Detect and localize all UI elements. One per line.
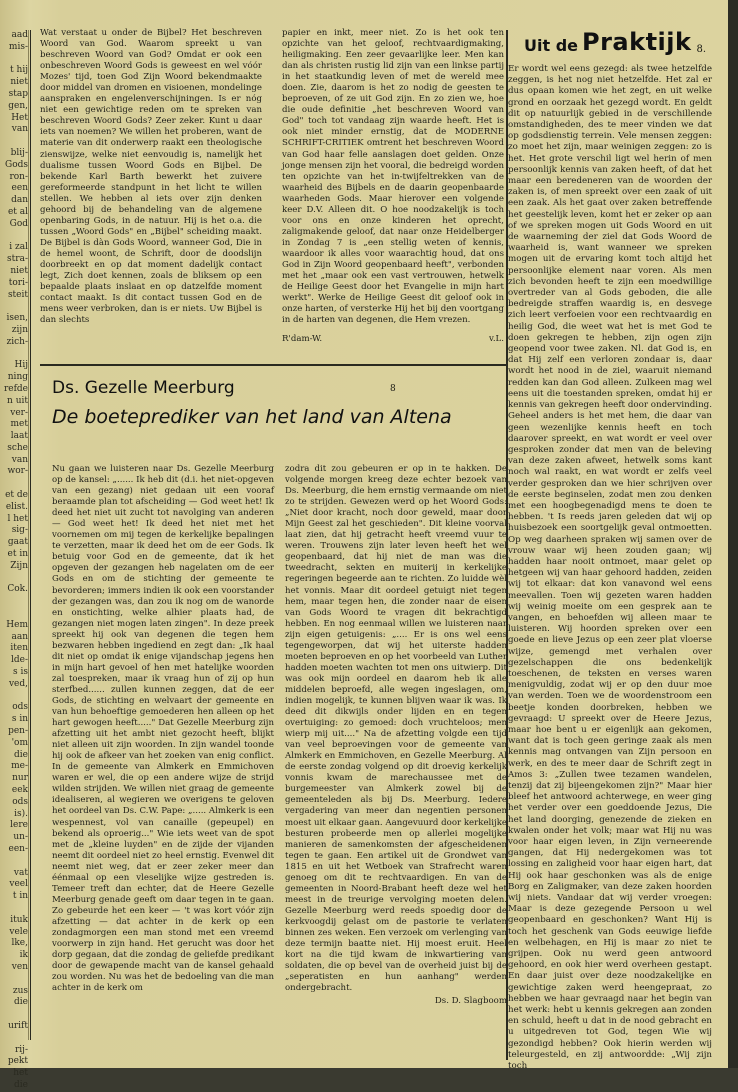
margin-fragment: steit — [7, 289, 28, 300]
article-continued-column-2 — [282, 28, 504, 348]
neighbor-page-margin — [0, 30, 29, 1090]
margin-fragment: gaat — [7, 537, 28, 548]
margin-fragment: ven — [11, 961, 28, 972]
article-body-column-1 — [52, 464, 274, 1034]
section-title: Praktijk — [582, 28, 692, 56]
margin-fragment: rij- — [14, 1044, 28, 1055]
margin-fragment: zijn — [11, 324, 28, 335]
article-text: papier en inkt, meer niet. Zo is het ook ten opzichte van het geloof, rechtvaardigmaking, heiligmaking. Een zeer gevaarlijke leer. Men kan dan als christen rustig lid zijn van een linkse partij in het staatkundig leven of met de wereld mee doen. Zie, daarom is het zo nodig de geesten te beproeven, of ze uit God zijn. En zo zien we, hoe die oude definitie „het beschreven Woord van God" toch tot vandaag zijn waarde heeft. Het is ook niet minder ernstig, dat de MODERNE SCHRIFT-CRITIEK omtrent het beschreven Woord van God haar felle aanslagen doet gelden. Onze jonge mensen zijn het vooral, die bedreigd worden ten opzichte van het in-twijfeltrekken van de waarheid des Bijbels en de daarin geopenbaarde waarheden Gods. Maar hierover een volgende keer D.V. Alleen dit. O hoe noodzakelijk is toch voor ons en onze kinderen het oprecht, zaligmakende geloof, dat naar onze Heidelberger in Zondag 7 is „een stellig weten of kennis, waardoor ik alles voor waarachtig houd, dat ons God in Zijn Woord geopenbaard heeft", verbonden met het „maar ook een vast vertrouwen, hetwelk de Heilige Geest door het Evangelie in mijn hart werkt". Werke de Heilige Geest dit geloof ook in onze harten, of versterke Hij het bij den voortgang in de harten van degenen, die Hem vrezen. — [282, 28, 504, 326]
margin-fragment — [0, 349, 28, 361]
article-signature — [285, 996, 507, 1007]
margin-fragment — [0, 231, 28, 243]
margin-fragment: s in — [11, 714, 28, 725]
margin-fragment: van — [11, 124, 28, 135]
margin-fragment: vat — [13, 867, 28, 878]
margin-fragment: wor- — [7, 466, 28, 477]
margin-fragment: Cok. — [7, 584, 28, 595]
section-number: 8. — [696, 44, 706, 55]
article-body-column-2 — [285, 464, 507, 1034]
margin-fragment: et in — [7, 549, 28, 560]
margin-fragment: zus — [12, 985, 28, 996]
margin-fragment: me- — [11, 761, 28, 772]
margin-fragment: lke, — [11, 938, 28, 949]
margin-fragment: et de — [5, 490, 28, 501]
margin-fragment: een — [11, 183, 28, 194]
margin-fragment: ik — [19, 950, 28, 961]
margin-fragment: Gods — [5, 159, 28, 170]
signature-author: v.L. — [488, 334, 504, 345]
margin-fragment — [0, 301, 28, 313]
margin-fragment: ods — [12, 702, 28, 713]
signature-place: R'dam-W. — [282, 334, 323, 345]
margin-fragment: met — [10, 419, 28, 430]
margin-fragment: een- — [8, 843, 28, 854]
margin-fragment — [0, 903, 28, 915]
margin-fragment: pen- — [8, 726, 28, 737]
margin-fragment: blij- — [10, 147, 28, 158]
margin-fragment: ver- — [10, 407, 28, 418]
margin-fragment: van — [11, 454, 28, 465]
margin-fragment: nur — [12, 773, 28, 784]
article-text: Nu gaan we luisteren naar Ds. Gezelle Meerburg op de kansel: „...... Ik heb dit (d.i. het niet-opgeven van een gezang) niet gedaan uit een vooraf beraamde plan tot afscheiding — God weet het! Ik deed het niet uit zucht tot navolging van anderen — God weet het! Ik deed het niet met het voornemen om mij tegen de kerkelijke bepalingen te verzetten, maar ik deed het om de eer Gods. Ik betuig voor God en de gemeente, dat ik het opgeven der gezangen heb nagelaten om de eer Gods en om de stichting der gemeente te bevorderen; immers indien ik ook een voorstander der gezangen was, dan zou ik nog om de wanorde en onstichting, welke alhier plaats had, de gezangen niet mogen laten zingen". In deze preek spreekt hij ook van degenen die tegen hem bezwaren hebben ingediend en zegt dan: „Ik haal dit niet op omdat ik enige vijandschap jegens hen in mijn hart gevoel of hen met hatelijke woorden zal toespreken, maar ik vraag hun of zij op hun sterfbed...... zullen kunnen zeggen, dat de eer Gods, de stichting en welvaart der gemeente en van hun behoeftige gemoederen hen alleen op het hart gewogen heeft....." Dat Gezelle Meerburg zijn afzetting uit het ambt niet gezocht heeft, blijkt niet alleen uit zijn woorden. In zijn wandel toonde hij ook de afkeer van het zoeken van enig conflict. In de gemeente van Almkerk en Emmichoven waren er wel, die op een andere wijze de strijd wilden strijden. We willen niet graag de gemeente idealiseren, al wegieren we overigens te geloven het oordeel van Ds. C.W. Pape: „..... Almkerk is een wespennest, vol van canaille (gepeupel) en bekend als oproerig..." Wie iets weet van de spot met de „kleine luyden" en de zijde der vijanden neemt dit oordeel niet zo heel ernstig. Evenwel dit neemt niet weg, dat er zeer zeker meer dan éénmaal op een vleselijke wijze gestreden is. Temeer treft dan echter, dat de Heere Gezelle Meerburg genade geeft om daar tegen in te gaan. Zo gebeurde het een keer — 't was kort vóór zijn afzetting — dat achter in de kerk op een zondagmorgen een man stond met een vreemd voorwerp in zijn hand. Het gerucht was door het dorp gegaan, dat die zondag de geliefde predikant door de gewapende macht van de kansel gehaald zou worden. Nu was het de bedoeling van die man achter in de kerk om — [52, 464, 274, 994]
article-continued-column-1 — [40, 28, 262, 348]
margin-fragment: ods — [12, 796, 28, 807]
margin-fragment: het — [13, 1068, 28, 1079]
margin-fragment: un- — [13, 832, 28, 843]
margin-fragment: ved, — [8, 678, 28, 689]
margin-fragment: is). — [14, 808, 28, 819]
signature-author: Ds. D. Slagboom — [434, 996, 507, 1007]
margin-fragment: aad — [11, 30, 28, 40]
article-text: Er wordt wel eens gezegd: als twee hetzelfde zeggen, is het nog niet hetzelfde. Het zal er dus opaan komen wie het zegt, en uit welke grond en oorzaak het gezegd wordt. En geldt dit op natuurlijk gebied in de verschillende omstandigheden, des te meer vinden we dat op godsdienstig terrein. Vele mensen zeggen: zo moet het zijn, maar weinigen zeggen: zo is het. Het grote verschil ligt wel herin of men persoonlijk kennis van zaken heeft, of dat het maar een beredeneren van de woorden der zaken is, of men spreekt over een zaak of uit een zaak. Als het gaat over zaken betreffende het geestelijk leven, komt het er zeker op aan of we spreken mogen uit Gods Woord en uit de waarneming der ziel dat Gods Woord de waarheid is, want wanneer we spreken mogen uit de ervaring komt toch altijd het persoonlijke element naar voren. Als men zich bevonden heeft te zijn een moedwillige overtreder van al Gods geboden, die alle bedreigde straffen waardig is, en desvege zich leert verfoeien voor een rechtvaardig en heilig God, die weet wat het is met God te doen gekregen te hebben, zijn ogen zijn geopend voor twee zaken. Nl. dat God is, en dat Hij zelf een verloren zondaar is, daar wordt het nood in de ziel, waaruit niemand redden kan dan God alleen. Zulkeen mag wel eens uit die toestanden spreken, omdat hij er kennis van gekregen heeft door ondervinding. Geheel anders is het met hem, die daar van geen wezenlijke kennis heeft en toch daarover spreekt, en wat wordt er veel over gesproken zonder dat men van de beleving van deze zaken afweet, hetwelk soms kant noch wal raakt, en wat wordt er zelfs veel verder gesproken dan we hier schrijven over de eerste beginselen, zodat men zou denken met een hoogbegenadigd mens te doen te hebben. 't Is reeds jaren geleden dat wij op huisbezoek een soortgelijk geval ontmoetten. Op weg daarheen spraken wij samen over de vrouw waar wij heen zouden gaan; wij hadden haar nooit ontmoet, maar gelet op hetgeen wij van haar gehoord hadden, zeiden wij tot elkaar: dat kon vanavond wel eens meevallen. Toen wij gezeten waren hadden wij weinig moeite om een gesprek aan te vangen, en behoefden wij alleen maar te luisteren. Wij hoorden spreken over een goede en lieve Jezus op een zeer plat vloerse wijze, gemengd met verhalen over gezelschappen die ons bedenkelijk toeschenen, de teksten en verses waren menigvuldig, zodat wij er op den duur moe van werden. Toen we de woordenstroom een beetje konden doorbreken, hebben we gevraagd: U spreekt over de Heere Jezus, maar hoe bent u er eigenlijk aan gekomen, want dat is toch geen geringe zaak als men kennis mag ontvangen van Zijn persoon en werk, en des te meer daar de Schrift zegt in Amos 3: „Zullen twee tezamen wandelen, tenzij dat zij bijeengekomen zijn?" Maar hier bleef het antwoord achterwege, en weer ging het verder over een goeddoende Jezus, Die het land doorging, genezende de zieken en kwalen onder het volk; maar wat Hij nu was voor haar eigen leven, in Zijn verneerende gangen, dat Hij nedergekomen was tot lossing en zaligheid voor haar eigen hart, dat Hij ook haar geschonken was als de enige Borg en Zaligmaker, van deze zaken hoorden wij niets. Vandaar dat wij verder vroegen: Maar is deze gezegende Persoon u wel geopenbaard en geschonken? Want Hij is toch het geschenk van Gods eeuwige liefde en welbehagen, en Hij is maar zo niet te grijpen. Ook nu werd geen antwoord gehoord, en ook hier werd overheen gestapt. En daar juist over deze noodzakelijke en gewichtige zaken werd heengepraat, zo hebben we haar gevraagd naar het begin van het werk: hebt u kennis gekregen aan zonden en schuld, heeft u dat in de nood gebracht en u uitgedreven tot God, tegen Wie wij gezondigd hebben? Ook hierin werden wij teleurgesteld, en zij antwoordde: „Wij zijn toch — [508, 64, 712, 1072]
margin-fragment — [0, 573, 28, 585]
margin-fragment: Hem — [6, 619, 28, 630]
margin-fragment: t in — [12, 891, 28, 902]
margin-fragment: die — [14, 1079, 28, 1090]
praktijk-column — [508, 64, 712, 1072]
margin-fragment: pekt — [7, 1056, 28, 1067]
margin-fragment: die — [14, 749, 28, 760]
margin-fragment — [0, 596, 28, 608]
margin-fragment — [0, 691, 28, 703]
article-text: Wat verstaat u onder de Bijbel? Het beschreven Woord van God. Waarom spreekt u van beschreven Woord van God? Omdat er ook een onbeschreven Woord Gods is geweest en wel vóór Mozes' tijd, toen God Zijn Woord bekendmaakte door middel van dromen en visioenen, mondelinge aanspraken en engelenverschijningen. Is er nóg niet een gewichtige reden om te spreken van beschreven Woord Gods? Zeer zeker. Kunt u daar iets van noemen? We willen het proberen, want de materie van dit onderwerp raakt een theologische zienswijze, welke niet eenvoudig is, namelijk het dualisme tussen Woord Gods en Bijbel. De bekende Karl Barth bewerkt het zuivere gereformeerde standpunt in het licht te willen stellen. We hebben al iets over zijn denken gehoord bij de behandeling van de algemene openbaring Gods, in de natuur. Hij is het o.a. die tussen „Woord Gods" en „Bijbel" scheiding maakt. De Bijbel is dàn Gods Woord, wanneer God, Die in de hemel woont, de Schrift, door de doodslijn doorbreekt en op dat moment dadelijk contact legt, Zich doet kennen, zoals de bliksem op een bepaalde plaats inslaat en op datzelfde moment contact maakt. Is dit contact tussen God en de mens weer verbroken, dan is er niets. Uw Bijbel is dan slechts — [40, 28, 262, 326]
margin-fragment: l het — [7, 513, 28, 524]
margin-fragment: ning — [7, 372, 28, 383]
margin-fragment: i zal — [9, 242, 28, 253]
margin-fragment — [0, 1009, 28, 1021]
margin-fragment: elist. — [5, 501, 28, 512]
margin-fragment: tori- — [8, 277, 28, 288]
margin-fragment: 'om — [11, 737, 28, 748]
margin-fragment: n uit — [7, 395, 28, 406]
article-header — [52, 378, 512, 428]
margin-fragment: God — [9, 218, 28, 229]
article-text: zodra dit zou gebeuren er op in te hakken. De volgende morgen kreeg deze echter bezoek van Ds. Meerburg, die hem ernstig vermaande om niet zo te strijden. Gewezen werd op het Woord Gods: „Niet door kracht, noch door geweld, maar door Mijn Geest zal het geschieden". Dit kleine voorval laat zien, dat hij getracht heeft vreemd vuur te weren. Trouwens zijn later leven heeft het wel geopenbaard, dat hij niet de man was die tweedracht, sekten en muiterij in kerkelijke regeringen begeerde aan te richten. Zo luidde wèl het vonnis. Maar dit oordeel getuigt niet tegen hem, maar tegen hen, die zonder naar de eisen van Gods Woord te vragen dit bekrachtigd hebben. En nog eenmaal willen we luisteren naar zijn eigen getuigenis: „.... Er is ons wel eens tegengeworpen, dat wij het uiterste hadden moeten beproeven en op het voorbeeld van Luther hadden moeten wachten tot men ons uitwierp. Dit was ook mijn oordeel en daarom heb ik alle middelen beproefd, alle wegen ingeslagen, om, indien mogelijk, te kunnen blijven waar ik was. Ik deed dit dikwijls onder lijden en en tegen overtuiging: zo gemoed: doch vruchteloos; men wierp mij uit...." Na de afzetting volgde een tijd van veel beproevingen voor de gemeente van Almkerk en Emmichoven, en Gezelle Meerburg. Al de eerste zondag volgend op dit droevig kerkelijk vonnis kwam de marechaussee met de burgemeester van Almkerk zowel bij de gemeenteleden als bij Ds. Meerburg. Iedere vergadering van meer dan negentien personen moest uit elkaar gaan. Aangevuurd door kerkelijke besturen probeerde men op allerlei mogelijke manieren de samenkomsten der afgescheidenen tegen te gaan. Een artikel uit de Grondwet van 1815 en uit het Wetboek van Strafrecht waren genoeg om dit te rechtvaardigen. En van de gemeenten in Noord-Brabant heeft deze wel het meest in de treurige vervolging moeten delen. Gezelle Meerburg werd reeds spoedig door de kerkvoogdij gelast om de pastorie te verlaten binnen zes weken. Een verzoek om verlenging van deze termijn baatte niet. Hij moest eruit. Heel kort na die tijd kwam de inkwartiering van soldaten, die op bevel van de overheid juist bij de „seperatisten en hun aanhang" werden ondergebracht. — [285, 464, 507, 994]
margin-fragment: stra- — [7, 254, 28, 265]
margin-fragment: lde- — [10, 655, 28, 666]
margin-fragment — [0, 856, 28, 868]
article-signature — [282, 334, 504, 345]
margin-fragment: sig- — [11, 525, 28, 536]
margin-fragment: Hij — [14, 360, 28, 371]
margin-fragment: sche — [7, 442, 28, 453]
section-divider — [40, 364, 506, 366]
margin-fragment: iten — [10, 643, 28, 654]
margin-fragment — [0, 1033, 28, 1045]
article-number: 8 — [390, 384, 396, 394]
praktijk-header — [512, 30, 712, 60]
margin-fragment: niet — [10, 77, 28, 88]
margin-fragment: niet — [10, 265, 28, 276]
margin-fragment: die — [14, 997, 28, 1008]
margin-fragment: s is — [13, 667, 28, 678]
margin-fragment: mis- — [8, 41, 28, 52]
margin-fragment: refde — [3, 383, 28, 394]
margin-fragment — [0, 54, 28, 66]
margin-fragment: isen, — [6, 313, 28, 324]
margin-fragment: t hij — [10, 65, 28, 76]
article-title: Ds. Gezelle Meerburg — [52, 378, 235, 398]
margin-fragment: ituk — [10, 914, 28, 925]
margin-fragment: vele — [9, 926, 28, 937]
column-rule-left — [30, 30, 31, 1040]
margin-fragment — [0, 478, 28, 490]
margin-fragment — [0, 136, 28, 148]
margin-fragment: laat — [10, 431, 28, 442]
margin-fragment — [0, 608, 28, 620]
margin-fragment: veel — [9, 879, 28, 890]
margin-fragment: Zijn — [10, 560, 28, 571]
margin-fragment: ron- — [9, 171, 28, 182]
margin-fragment: gen, — [8, 100, 28, 111]
margin-fragment: stap — [8, 88, 28, 99]
margin-fragment: urift — [8, 1020, 28, 1031]
margin-fragment: lere — [10, 820, 28, 831]
margin-fragment — [0, 974, 28, 986]
article-subtitle: De boeteprediker van het land van Altena — [52, 406, 452, 428]
margin-fragment: aan — [11, 631, 28, 642]
margin-fragment: zich- — [6, 336, 28, 347]
scan-edge — [728, 0, 738, 1068]
margin-fragment: eek — [11, 785, 28, 795]
margin-fragment: et al — [7, 206, 28, 217]
section-title-prefix: Uit de — [524, 36, 578, 55]
margin-fragment: Het — [11, 112, 28, 123]
margin-fragment: dan — [11, 195, 28, 206]
